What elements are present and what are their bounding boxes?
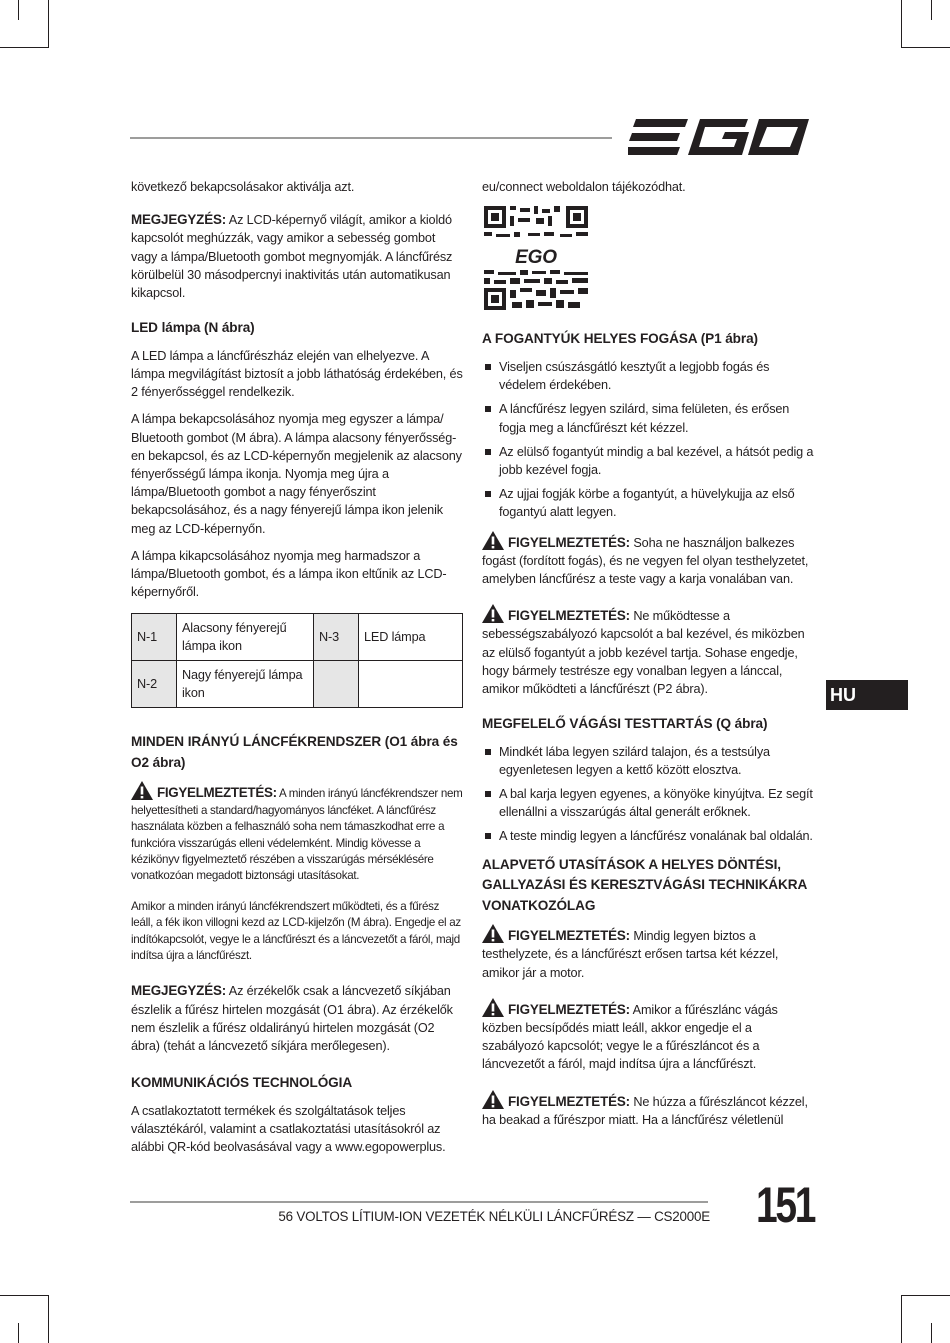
section-heading-basic: ALAPVETŐ UTASÍTÁSOK A HELYES DÖNTÉSI, GALLYAZÁSI ÉS KERESZTVÁGÁSI TECHNIKÁKRA VONATKOZÓLAG <box>482 856 807 913</box>
section-heading-brake: MINDEN IRÁNYÚ LÁNCFÉKRENDSZER (O1 ábra és O2 ábra) <box>131 734 458 770</box>
warning-text: Amikor a fűrészlánc vágás közben becsípődés miatt leáll, akkor engedje el a szabályozó kapcsolót; vegye le a fűrészláncot és a láncvezetőt a fáról, majd indítsa újra a láncfűrészt. <box>482 1002 778 1072</box>
table-cell: Nagy fényerejű lámpa ikon <box>177 661 314 708</box>
warning-label: FIGYELMEZTETÉS: <box>508 534 630 550</box>
warning-icon <box>482 604 504 623</box>
warning-text: A minden irányú láncfékrendszer nem helyettesítheti a standard/hagyományos láncféket. A láncfűrész használata közben a felhasználó soha nem támaszkodhat erre a funkcióra visszarúgás elleni védelemként. Mindig kövesse a kézikönyv figyelmeztető részében a visszarúgás mérséklésére vonatkozóan megadott biztonsági utasításokat. <box>131 787 463 883</box>
section-heading-grip: A FOGANTYÚK HELYES FOGÁSA (P1 ábra) <box>482 331 758 347</box>
table-cell <box>314 661 359 708</box>
table-row <box>132 661 463 708</box>
warning-icon <box>482 924 504 943</box>
warning-label: FIGYELMEZTETÉS: <box>508 928 630 944</box>
warning-text: Mindig legyen biztos a testhelyzete, és a láncfűrészt erősen tartsa két kézzel, amikor jár a motor. <box>482 929 779 980</box>
warning-label: FIGYELMEZTETÉS: <box>157 785 277 801</box>
note-text: Az LCD-képernyő világít, amikor a kioldó kapcsolót meghúzzák, vagy amikor a sebesség gombot vagy a lámpa/Bluetooth gombot megnyomják. A láncfűrész körülbelül 30 másodpercnyi inaktivitás után automatikusan kikapcsol. <box>131 213 453 301</box>
paragraph: Amikor a minden irányú láncfékrendszert működteti, és a fűrész leáll, a fék ikon villogni kezd az LCD-kijelzőn (M ábra). Engedje el az indítókapcsolót, vegye le a láncfűrészt és a láncvezetőt a fáról, majd indítsa újra a láncfűrészt. <box>131 899 461 963</box>
warning-paragraph <box>482 604 816 698</box>
crop-mark <box>901 1295 902 1343</box>
table-cell: N-3 <box>314 614 359 661</box>
warning-label: FIGYELMEZTETÉS: <box>508 1093 630 1109</box>
section-heading-comm: KOMMUNIKÁCIÓS TECHNOLÓGIA <box>131 1075 353 1091</box>
note-label: MEGJEGYZÉS: <box>131 212 227 228</box>
crop-mark <box>0 47 48 48</box>
warning-paragraph <box>482 998 816 1074</box>
grip-list <box>482 358 816 522</box>
warning-icon <box>482 531 504 550</box>
list-item: Az ujjai fogják körbe a fogantyút, a hüvelykujja az első fogantyú alatt legyen. <box>482 485 816 521</box>
paragraph: következő bekapcsolásakor aktiválja azt. <box>131 180 355 194</box>
warning-icon <box>482 1090 504 1109</box>
table-cell: LED lámpa <box>359 614 463 661</box>
crop-mark <box>48 0 49 48</box>
crop-mark <box>18 1323 19 1343</box>
note-paragraph <box>131 982 464 1055</box>
stance-list <box>482 743 816 846</box>
paragraph: A csatlakoztatott termékek és szolgáltatások teljes választékáról, valamint a csatlakoztatási utasításokról az alábbi QR-kód beolvasásával vagy a www.egopowerplus. <box>131 1103 446 1155</box>
list-item: A bal karja legyen egyenes, a könyöke kinyújtva. Ez segít ellenállni a visszarúgás által generált erőknek. <box>482 785 816 821</box>
footer-title: 56 VOLTOS LÍTIUM-ION VEZETÉK NÉLKÜLI LÁNCFŰRÉSZ — CS2000E <box>278 1209 710 1224</box>
warning-paragraph <box>482 924 816 982</box>
warning-paragraph <box>482 1090 816 1129</box>
warning-text: Ne húzza a fűrészláncot kézzel, ha beakad a fűrészpor miatt. Ha a láncfűrész véletlenül <box>482 1094 808 1127</box>
table-row <box>132 614 463 661</box>
warning-icon <box>131 781 153 800</box>
right-column <box>482 178 816 1138</box>
warning-text: Soha ne használjon balkezes fogást (fordított fogás), és ne vegyen fel olyan testhelyzetet, amelyben láncfűrész a teste vagy a karja vonalában van. <box>482 535 809 586</box>
paragraph: A lámpa kikapcsolásához nyomja meg harmadszor a lámpa/Bluetooth gombot, és a lámpa ikon eltűnik az LCD-képernyőről. <box>131 548 447 600</box>
paragraph: A lámpa bekapcsolásához nyomja meg egyszer a lámpa/ Bluetooth gombot (M ábra). A lámpa alacsony fényerősség-en bekapcsol, és az LCD-képernyőn megjelenik az alacsony fényerősségű lámpa ikonja. Nyomja meg újra a lámpa/Bluetooth gombot a nagy fényerőszint bekapcsolásához, és a nagy fényerejű lámpa ikon jelenik meg az LCD-képernyőn. <box>131 412 462 536</box>
crop-mark <box>902 1295 950 1296</box>
left-column <box>131 178 464 1165</box>
warning-paragraph <box>131 781 464 884</box>
section-heading-led: LED lámpa (N ábra) <box>131 320 255 336</box>
list-item: Mindkét lába legyen szilárd talajon, és a testsúlya egyenletesen legyen a kettő között elosztva. <box>482 743 816 779</box>
crop-mark <box>0 1295 48 1296</box>
crop-mark <box>901 0 902 48</box>
warning-label: FIGYELMEZTETÉS: <box>508 608 630 624</box>
warning-paragraph <box>482 531 816 589</box>
table-cell <box>359 661 463 708</box>
note-text: Az érzékelők csak a láncvezető síkjában észlelik a fűrész hirtelen mozgását (O1 ábra). Az érzékelők nem észlelik a fűrész oldalirányú hirtelen mozgását (O2 ábra) (tehát a láncvezető síkjára merőlegesen). <box>131 984 453 1054</box>
qr-code <box>484 206 588 310</box>
crop-mark <box>931 0 932 20</box>
table-cell: N-2 <box>132 661 177 708</box>
section-heading-stance: MEGFELELŐ VÁGÁSI TESTTARTÁS (Q ábra) <box>482 716 768 732</box>
crop-mark <box>18 0 19 20</box>
page-number: 151 <box>756 1177 815 1233</box>
warning-text: Ne működtesse a sebességszabályozó kapcsolót a bal kezével, és miközben az elülső fogantyút a jobb kezével tartja. Sohase engedje, hogy bármely testrésze egy vonalban legyen a lánccal, amikor működteti a láncfűrészt (P2 ábra). <box>482 609 805 696</box>
list-item: Viseljen csúszásgátló kesztyűt a legjobb fogás és védelem érdekében. <box>482 358 816 394</box>
list-item: A láncfűrész legyen szilárd, sima felületen, és erősen fogja meg a láncfűrészt két kézzel. <box>482 400 816 436</box>
paragraph: eu/connect weboldalon tájékozódhat. <box>482 180 686 194</box>
note-label: MEGJEGYZÉS: <box>131 983 227 999</box>
warning-icon <box>482 998 504 1017</box>
list-item: A teste mindig legyen a láncfűrész vonalának bal oldalán. <box>482 827 816 845</box>
warning-label: FIGYELMEZTETÉS: <box>508 1001 630 1017</box>
paragraph: A LED lámpa a láncfűrészház elején van elhelyezve. A lámpa megvilágítást biztosít a jobb láthatóság érdekében, és 2 fényerősséggel rendelkezik. <box>131 348 463 400</box>
table-cell: Alacsony fényerejű lámpa ikon <box>177 614 314 661</box>
list-item: Az elülső fogantyút mindig a bal kezével, a hátsót pedig a jobb kezével fogja. <box>482 443 816 479</box>
footer-rule <box>130 1201 708 1203</box>
table-cell: N-1 <box>132 614 177 661</box>
language-tab: HU <box>826 680 908 710</box>
crop-mark <box>931 1323 932 1343</box>
crop-mark <box>48 1295 49 1343</box>
note-paragraph <box>131 211 464 302</box>
legend-table <box>131 613 463 708</box>
crop-mark <box>902 47 950 48</box>
ego-logo <box>628 117 812 157</box>
qr-logo-text: EGO <box>515 247 557 269</box>
header-rule <box>130 137 612 139</box>
